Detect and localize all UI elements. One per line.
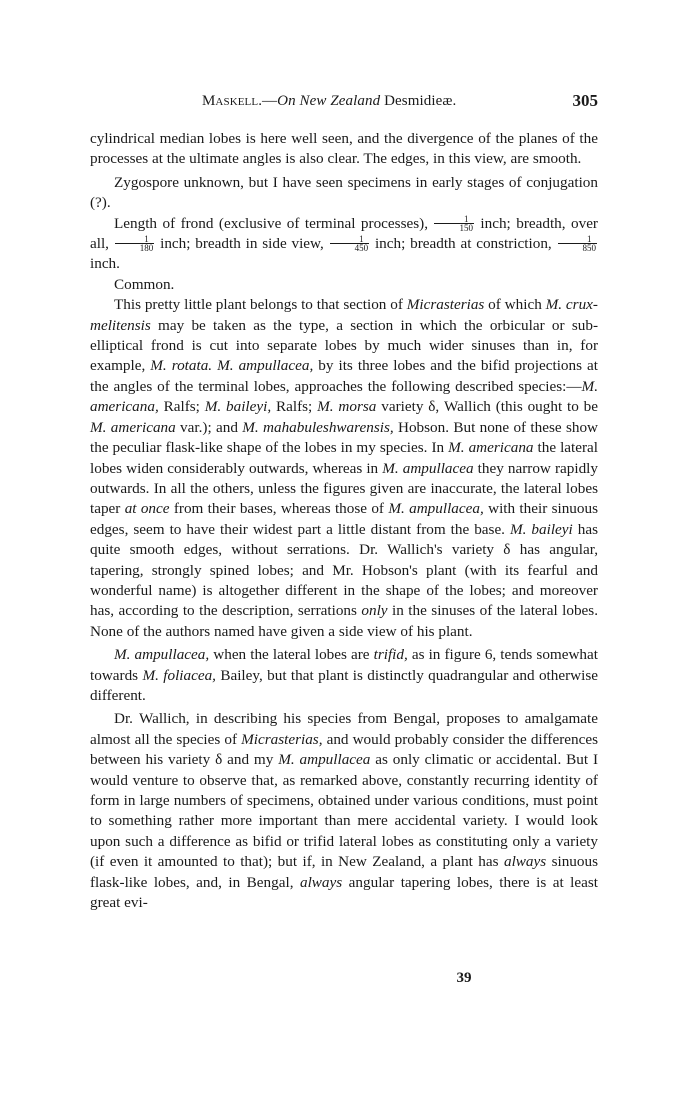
italic-run: M. ampullacea bbox=[382, 459, 474, 477]
text-run: with their sinuous edges, seem to have their widest part a little distant from the base. bbox=[90, 500, 599, 538]
text-run: variety δ, Wallich (this ought to be bbox=[376, 398, 599, 416]
page bbox=[90, 88, 598, 913]
text-run: when the lateral lobes are bbox=[209, 646, 374, 664]
fraction-numerator: 1 bbox=[434, 215, 474, 224]
text-run: Ralfs; bbox=[271, 398, 318, 416]
italic-run: only bbox=[361, 602, 388, 620]
paragraph-3-measurements bbox=[90, 214, 598, 275]
italic-run: M. americana, bbox=[90, 377, 598, 416]
italic-run: M. americana bbox=[448, 439, 534, 457]
text-run: angular tapering lobes, there is at least great evi- bbox=[90, 873, 598, 912]
italic-run: M. mahabuleshwarensis, bbox=[242, 418, 394, 436]
paragraph-5 bbox=[90, 295, 598, 642]
paragraph-2: Zygospore unknown, but I have seen specimens in early stages of conjugation (?). bbox=[90, 173, 598, 212]
italic-run: always bbox=[503, 853, 547, 871]
text-run: and would probably consider the differences between his variety δ and my bbox=[90, 730, 598, 769]
text-run: sinuous flask-like lobes, and, in Bengal, bbox=[90, 853, 598, 891]
signature-mark: 39 bbox=[456, 970, 472, 986]
text-run: as only climatic or accidental. But I would venture to observe that, as remarked above, constantly recurring identity of form in large numbers of specimens, obtained under various conditions, must point to something rather more important than mere accidental variety. I would look upon such a difference as bifid or trifid lateral lobes as constituting only a variety (if even it amounted to that); but if, in New Zealand, a plant has bbox=[90, 751, 599, 871]
fraction-numerator: 1 bbox=[115, 235, 155, 244]
running-title bbox=[202, 88, 456, 114]
paragraph-6 bbox=[90, 645, 598, 706]
text-run: This pretty little plant belongs to that section of bbox=[114, 296, 407, 314]
fraction-length bbox=[434, 215, 474, 232]
measure-text: inch; breadth, over all, bbox=[90, 214, 598, 253]
text-run: has quite smooth edges, without serrations. Dr. Wallich's variety δ has angular, tapering, strongly spined lobes; and Mr. Hobson's plant (with its fearful and wonderful name) is altogether different in the shape of the lobes; and moreover has, according to the description, serrations bbox=[90, 520, 599, 620]
italic-run: at once bbox=[124, 500, 170, 518]
text-run: Bailey, but that plant is distinctly quadrangular and otherwise different. bbox=[90, 666, 598, 704]
fraction-constriction bbox=[558, 235, 598, 252]
fraction-denominator: 850 bbox=[582, 243, 597, 254]
italic-run: M. americana bbox=[90, 418, 176, 436]
fraction-numerator: 1 bbox=[330, 235, 370, 244]
measure-text: inch; breadth at constriction, bbox=[370, 235, 552, 253]
italic-run: M. baileyi bbox=[509, 520, 573, 538]
italic-run: Micrasterias bbox=[406, 296, 485, 314]
italic-run: trifid, bbox=[373, 646, 408, 664]
text-run: Ralfs; bbox=[158, 398, 205, 416]
text-run: Dr. Wallich, in describing his species from Bengal, proposes to amalgamate almost all the species of bbox=[90, 710, 598, 748]
text-run: of which bbox=[484, 296, 546, 314]
title-prefix: .— bbox=[258, 93, 278, 109]
italic-run: M. rotata. M. ampullacea, bbox=[150, 357, 314, 375]
paragraph-4: Common. bbox=[114, 275, 175, 293]
text-run: may be taken as the type, a section in which the orbicular or sub-elliptical frond is cut into separate lobes by much wider sinuses than in, for example, bbox=[90, 316, 598, 375]
fraction-denominator: 450 bbox=[354, 243, 369, 254]
text-run: as in figure 6, tends somewhat towards bbox=[90, 646, 598, 684]
text-run: Hobson. But none of these show the peculiar flask-like shape of the lobes in my species. In bbox=[90, 418, 599, 457]
title-tail: Desmidieæ. bbox=[380, 93, 457, 109]
text-run: they narrow rapidly outwards. In all the others, unless the figures given are inaccurate, the lateral lobes taper bbox=[90, 459, 598, 518]
page-number: 305 bbox=[572, 91, 598, 110]
italic-run: M. morsa bbox=[317, 398, 377, 416]
body-text bbox=[90, 129, 598, 913]
fraction-breadth bbox=[115, 235, 155, 252]
measure-text: inch; breadth in side view, bbox=[155, 235, 324, 253]
italic-run: M. foliacea, bbox=[142, 666, 216, 684]
italic-run: Micrasterias, bbox=[241, 730, 323, 748]
measure-text: inch. bbox=[90, 255, 120, 273]
text-run: from their bases, whereas those of bbox=[169, 500, 389, 518]
title-italic: On New Zealand bbox=[277, 93, 381, 109]
text-run: the lateral lobes widen considerably outwards, whereas in bbox=[90, 439, 599, 477]
italic-run: M. ampullacea, bbox=[388, 500, 484, 518]
fraction-side-view bbox=[330, 235, 370, 252]
measure-text: Length of frond (exclusive of terminal processes), bbox=[114, 214, 428, 232]
author-name: Maskell bbox=[202, 93, 259, 109]
text-run: in the sinuses of the lateral lobes. None of the authors named have given a side view of his plant. bbox=[90, 602, 599, 640]
text-run: by its three lobes and the bifid projections at the angles of the terminal lobes, approaches the following described species:— bbox=[90, 357, 598, 395]
paragraph-1: cylindrical median lobes is here well seen, and the divergence of the planes of the processes at the ultimate angles is also clear. The edges, in this view, are smooth. bbox=[90, 130, 598, 168]
italic-run: M. ampullacea, bbox=[114, 646, 210, 664]
fraction-denominator: 150 bbox=[459, 222, 473, 233]
italic-run: always bbox=[299, 873, 343, 891]
paragraph-7 bbox=[90, 709, 598, 913]
text-run: var.); and bbox=[175, 418, 243, 436]
fraction-numerator: 1 bbox=[558, 235, 598, 244]
italic-run: M. baileyi, bbox=[204, 398, 272, 416]
italic-run: M. ampullacea bbox=[278, 751, 371, 769]
fraction-denominator: 180 bbox=[139, 243, 154, 254]
italic-run: M. crux-melitensis bbox=[90, 296, 598, 334]
running-head bbox=[90, 88, 598, 114]
